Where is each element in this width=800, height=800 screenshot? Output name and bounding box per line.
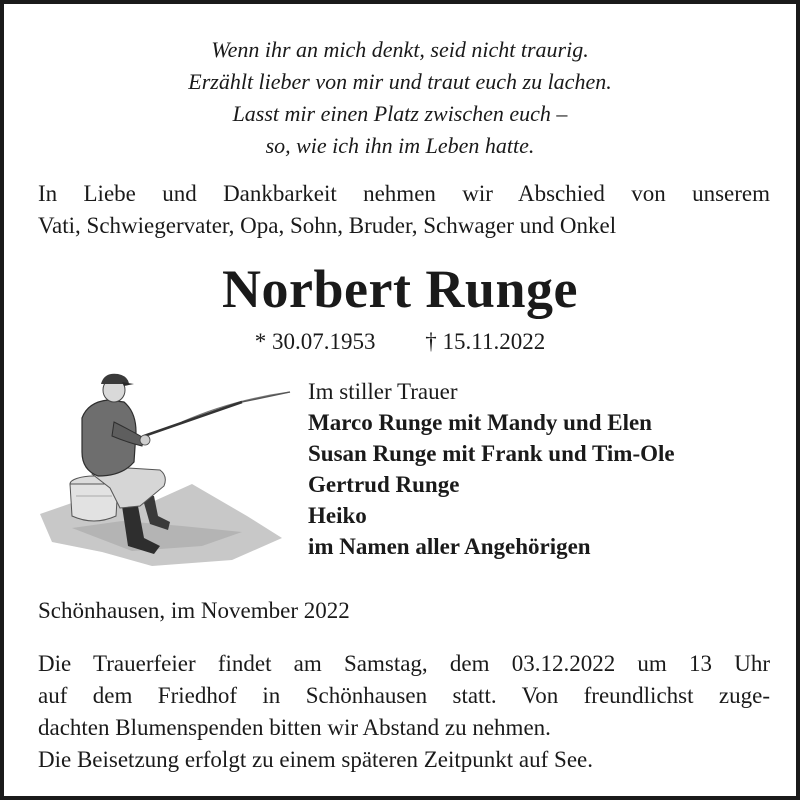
poem-line: Erzählt lieber von mir und traut euch zu lachen.	[188, 69, 612, 94]
intro-line: In Liebe und Dankbarkeit nehmen wir Abschied von unserem	[38, 181, 770, 206]
deceased-name: Norbert Runge	[222, 259, 578, 319]
life-dates	[4, 325, 796, 359]
mourner-name: im Namen aller Angehörigen	[308, 534, 591, 559]
ceremony-line: Die Trauerfeier findet am Samstag, dem 03.12.2022 um 13 Uhr	[38, 651, 770, 676]
ceremony-line: dachten Blumenspenden bitten wir Abstand zu nehmen.	[38, 715, 551, 740]
ceremony-line: Die Beisetzung erfolgt zu einem späteren Zeitpunkt auf See.	[38, 747, 593, 772]
poem-line: Wenn ihr an mich denkt, seid nicht traurig.	[211, 37, 589, 62]
intro-text	[38, 178, 770, 242]
poem-line: so, wie ich ihn im Leben hatte.	[265, 133, 535, 158]
mourner-name: Gertrud Runge	[308, 472, 460, 497]
mourners-block	[308, 376, 778, 562]
mourner-name: Marco Runge mit Mandy und Elen	[308, 410, 652, 435]
mourner-name: Heiko	[308, 503, 367, 528]
mourning-lead: Im stiller Trauer	[308, 379, 458, 404]
memorial-poem	[4, 34, 796, 162]
mourner-name: Susan Runge mit Frank und Tim-Ole	[308, 441, 675, 466]
ceremony-info	[38, 648, 770, 776]
place-and-date: Schönhausen, im November 2022	[38, 598, 350, 623]
death-date: † 15.11.2022	[425, 329, 546, 354]
ceremony-line: auf dem Friedhof in Schönhausen statt. Von freundlichst zuge-	[38, 683, 770, 708]
fisherman-icon	[32, 356, 302, 578]
poem-line: Lasst mir einen Platz zwischen euch –	[232, 101, 568, 126]
birth-date: * 30.07.1953	[254, 329, 376, 354]
intro-line: Vati, Schwiegervater, Opa, Sohn, Bruder, Schwager und Onkel	[38, 213, 617, 238]
